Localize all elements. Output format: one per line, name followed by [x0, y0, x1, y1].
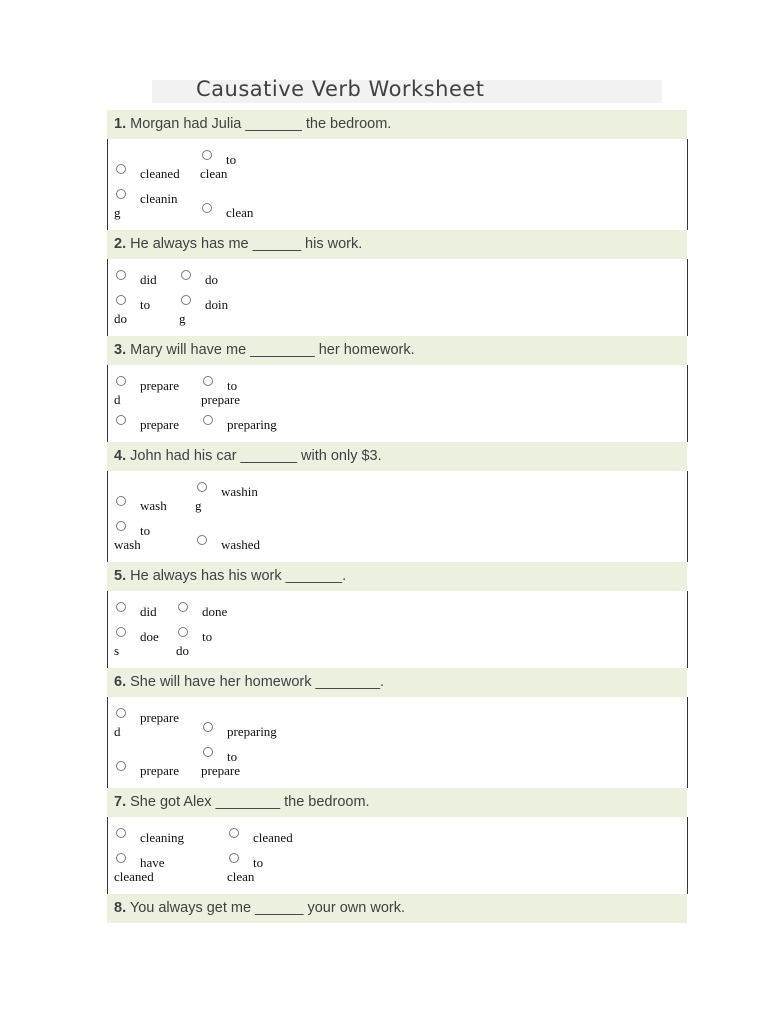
- question-text: John had his car _______ with only $3.: [130, 448, 382, 464]
- option-label-line2: clean: [227, 869, 255, 884]
- option-radio[interactable]: [197, 535, 207, 545]
- option-label-line1: prepare: [140, 417, 179, 432]
- option-label: [227, 725, 277, 740]
- option-label: [202, 630, 212, 645]
- option-label-line2: cleaned: [114, 869, 154, 884]
- question-text: You always get me ______ your own work.: [129, 900, 405, 916]
- option-label-line2: g: [114, 205, 121, 220]
- option-label: [205, 298, 228, 313]
- option-label: [140, 167, 180, 182]
- option-label: [140, 764, 179, 779]
- option-radio[interactable]: [203, 415, 213, 425]
- option-label: [140, 298, 150, 313]
- option-radio[interactable]: [229, 853, 239, 863]
- question-5-options: [107, 591, 688, 668]
- option-label: [227, 418, 277, 433]
- option-label-line1: cleanin: [140, 191, 178, 206]
- question-number: 7.: [114, 794, 127, 810]
- option-radio[interactable]: [178, 627, 188, 637]
- option-label: [253, 831, 293, 846]
- option-label-line1: prepare: [140, 710, 179, 725]
- option-radio[interactable]: [203, 376, 213, 386]
- option-label-line1: doe: [140, 629, 159, 644]
- question-2-header: [107, 230, 687, 259]
- option-label-line1: cleaned: [253, 830, 293, 845]
- option-label: [202, 605, 227, 620]
- option-label-line1: wash: [140, 498, 167, 513]
- question-text: Mary will have me ________ her homework.: [130, 342, 415, 358]
- option-label: [140, 418, 179, 433]
- option-label-line2: s: [114, 643, 120, 658]
- question-number: 8.: [114, 900, 127, 916]
- option-radio[interactable]: [116, 415, 126, 425]
- option-label-line1: prepare: [140, 378, 179, 393]
- option-label-line1: to: [202, 629, 213, 644]
- worksheet-title: Causative Verb Worksheet: [196, 77, 485, 101]
- question-number: 5.: [114, 568, 127, 584]
- option-label: [253, 856, 263, 871]
- question-5-header: [107, 562, 687, 591]
- option-label-line1: to: [253, 855, 264, 870]
- option-label-line2: do: [176, 643, 189, 658]
- question-3-header: [107, 336, 687, 365]
- option-radio[interactable]: [116, 521, 126, 531]
- option-radio[interactable]: [202, 203, 212, 213]
- option-label: [140, 630, 159, 645]
- option-label-line1: to: [140, 297, 151, 312]
- question-number: 3.: [114, 342, 127, 358]
- option-radio[interactable]: [203, 747, 213, 757]
- option-radio[interactable]: [116, 708, 126, 718]
- option-label-line2: do: [114, 311, 127, 326]
- option-label-line1: to: [227, 378, 238, 393]
- option-label-line2: prepare: [201, 392, 240, 407]
- option-radio[interactable]: [116, 853, 126, 863]
- option-radio[interactable]: [229, 828, 239, 838]
- option-label-line1: to: [227, 749, 238, 764]
- option-label: [140, 605, 157, 620]
- question-text: She will have her homework ________.: [130, 674, 385, 690]
- question-4-options: [107, 471, 688, 562]
- option-radio[interactable]: [116, 164, 126, 174]
- option-radio[interactable]: [116, 828, 126, 838]
- option-label-line1: preparing: [227, 417, 277, 432]
- option-radio[interactable]: [181, 295, 191, 305]
- option-label-line1: clean: [226, 205, 254, 220]
- question-7-options: [107, 817, 688, 894]
- option-label: [140, 524, 150, 539]
- option-radio[interactable]: [116, 270, 126, 280]
- option-radio[interactable]: [116, 295, 126, 305]
- question-text: He always has his work _______.: [130, 568, 347, 584]
- question-1-options: [107, 139, 688, 230]
- option-label: [140, 831, 184, 846]
- option-radio[interactable]: [203, 722, 213, 732]
- question-3-options: [107, 365, 688, 442]
- option-label-line2: g: [195, 498, 202, 513]
- option-radio[interactable]: [116, 602, 126, 612]
- option-label-line2: g: [179, 311, 186, 326]
- option-radio[interactable]: [181, 270, 191, 280]
- option-radio[interactable]: [116, 496, 126, 506]
- option-label-line2: prepare: [201, 763, 240, 778]
- option-radio[interactable]: [202, 150, 212, 160]
- option-label-line1: did: [140, 272, 157, 287]
- question-number: 2.: [114, 236, 127, 252]
- option-label-line2: wash: [114, 537, 141, 552]
- option-label: [226, 153, 236, 168]
- option-radio[interactable]: [197, 482, 207, 492]
- question-number: 4.: [114, 448, 127, 464]
- question-2-options: [107, 259, 688, 336]
- option-label-line2: d: [114, 392, 121, 407]
- option-label-line1: cleaned: [140, 166, 180, 181]
- option-label: [140, 273, 157, 288]
- question-number: 1.: [114, 116, 127, 132]
- option-label: [140, 192, 178, 207]
- option-label-line1: did: [140, 604, 157, 619]
- option-label-line1: cleaning: [140, 830, 185, 845]
- option-label-line2: d: [114, 724, 121, 739]
- option-label: [221, 538, 260, 553]
- option-label-line1: done: [202, 604, 228, 619]
- question-6-options: [107, 697, 688, 788]
- question-7-header: [107, 788, 687, 817]
- option-label-line1: do: [205, 272, 218, 287]
- option-label: [221, 485, 258, 500]
- question-8-header: [107, 894, 687, 923]
- option-radio[interactable]: [116, 627, 126, 637]
- option-label: [140, 379, 179, 394]
- option-label-line1: to: [226, 152, 237, 167]
- option-label-line1: to: [140, 523, 151, 538]
- option-label: [205, 273, 218, 288]
- question-number: 6.: [114, 674, 127, 690]
- option-label-line1: prepare: [140, 763, 179, 778]
- option-radio[interactable]: [116, 189, 126, 199]
- option-label: [140, 711, 179, 726]
- option-label: [226, 206, 253, 221]
- question-text: Morgan had Julia _______ the bedroom.: [130, 116, 392, 132]
- option-label: [140, 499, 167, 514]
- option-label-line1: washin: [221, 484, 258, 499]
- question-1-header: [107, 110, 687, 139]
- option-radio[interactable]: [116, 761, 126, 771]
- option-label-line2: clean: [200, 166, 228, 181]
- option-label-line1: preparing: [227, 724, 277, 739]
- option-radio[interactable]: [178, 602, 188, 612]
- option-label-line1: doin: [205, 297, 229, 312]
- question-6-header: [107, 668, 687, 697]
- option-radio[interactable]: [116, 376, 126, 386]
- question-4-header: [107, 442, 687, 471]
- option-label-line1: have: [140, 855, 165, 870]
- question-text: He always has me ______ his work.: [130, 236, 363, 252]
- question-text: She got Alex ________ the bedroom.: [130, 794, 370, 810]
- option-label-line1: washed: [221, 537, 260, 552]
